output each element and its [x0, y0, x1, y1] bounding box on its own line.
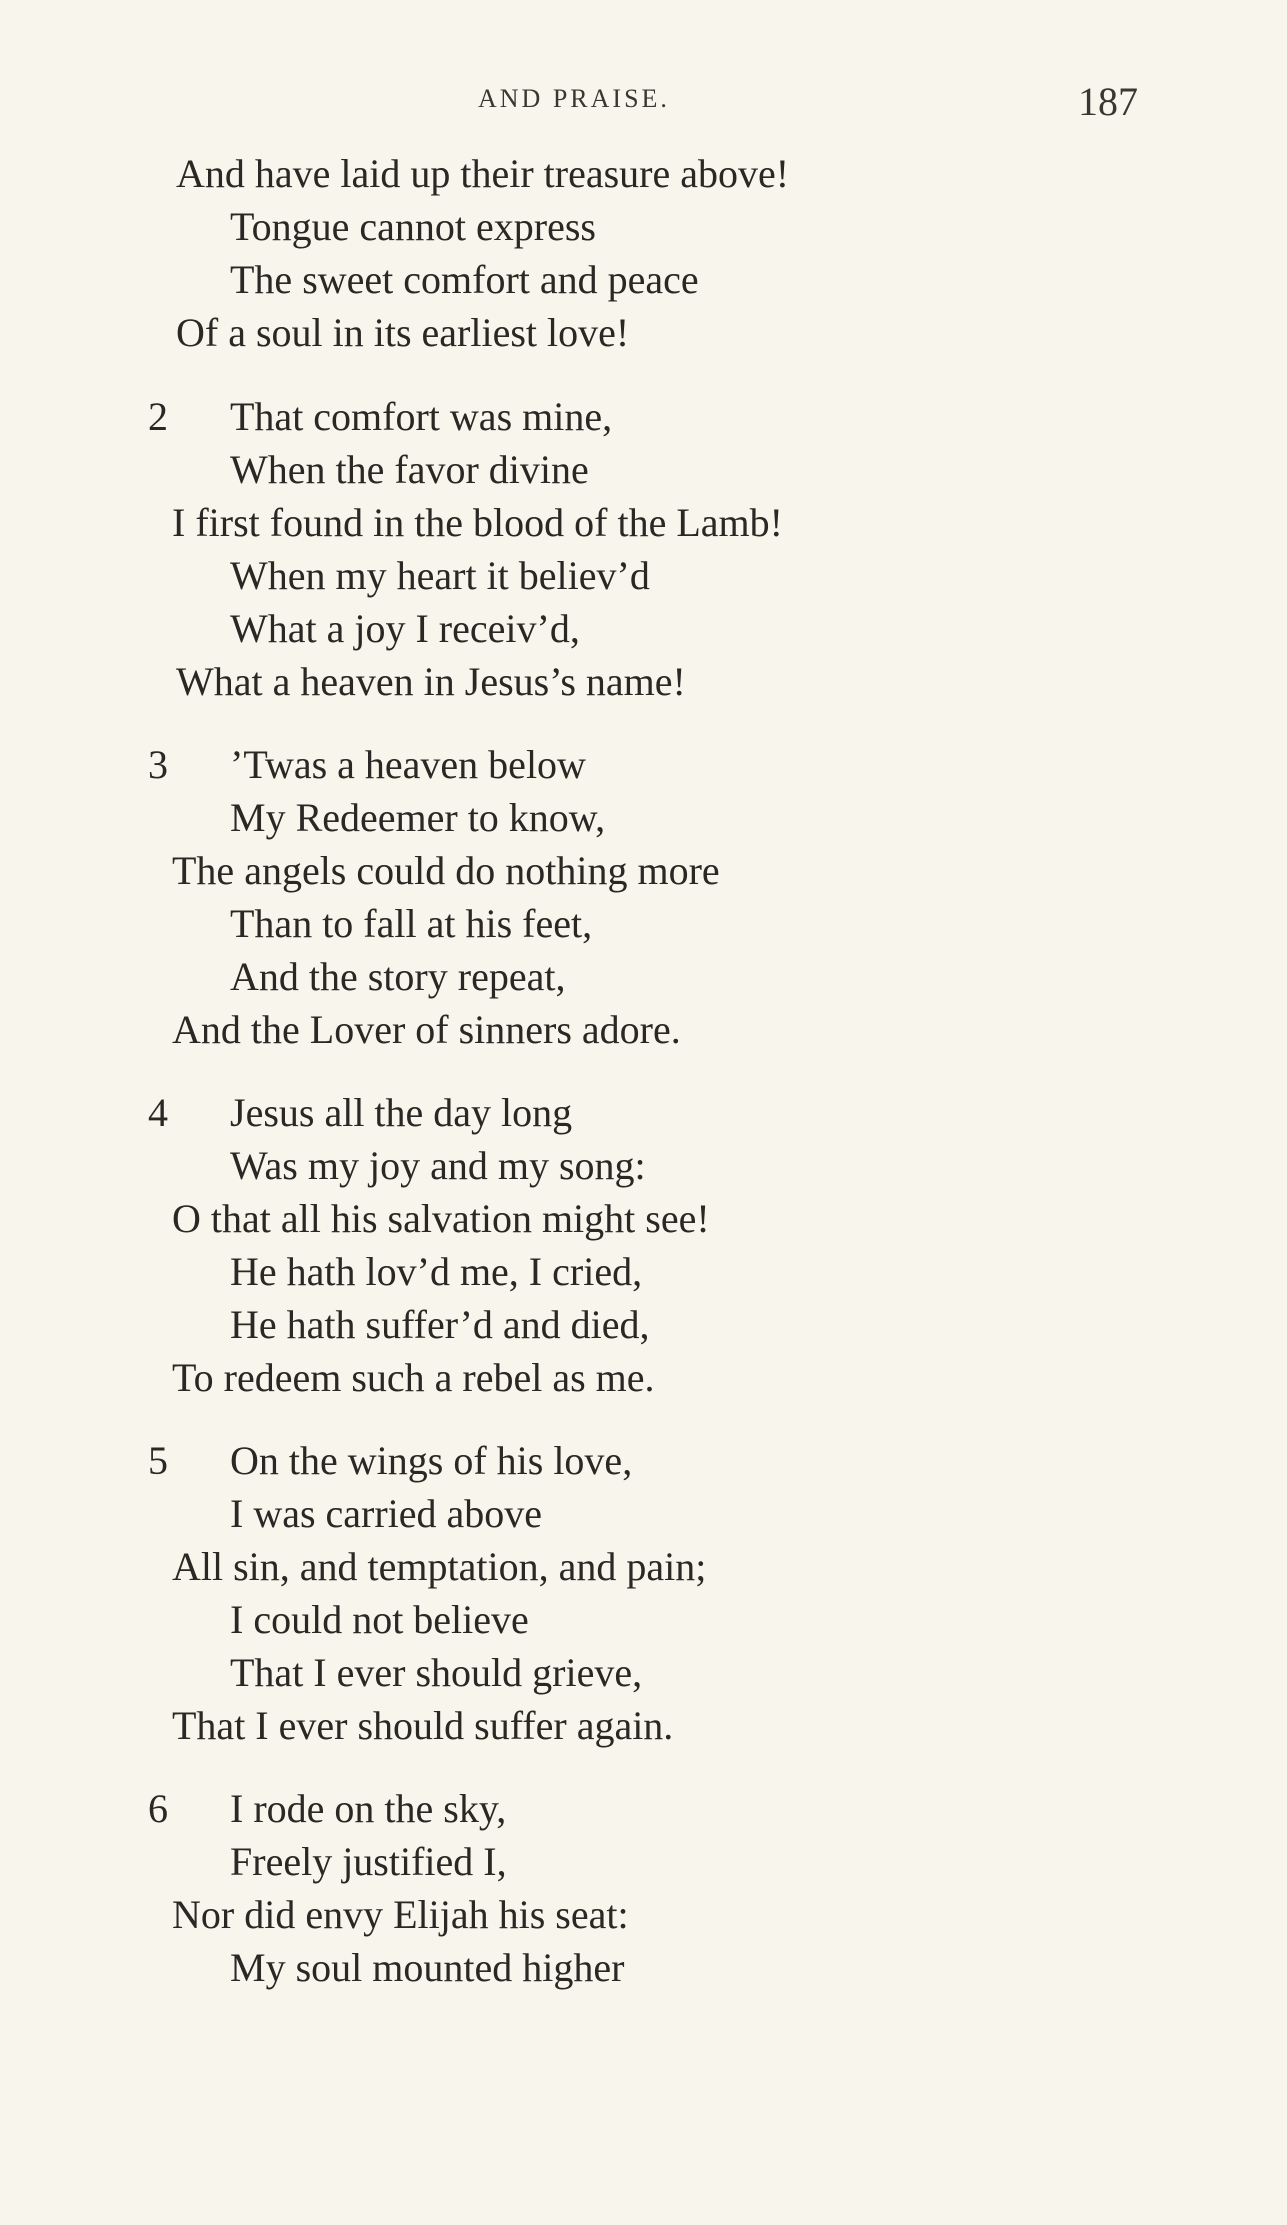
verse-line: Freely justified I,	[230, 1839, 507, 1884]
verse-line: When the favor divine	[230, 447, 589, 492]
verse-line: ’Twas a heaven below	[230, 742, 586, 787]
verse-line: That I ever should grieve,	[230, 1650, 643, 1695]
verse-line: He hath lov’d me, I cried,	[230, 1249, 643, 1294]
verse-line: I was carried above	[230, 1491, 543, 1536]
verse-line: My Redeemer to know,	[230, 795, 606, 840]
stanza-number: 2	[148, 394, 168, 439]
verse-line: That comfort was mine,	[230, 394, 613, 439]
verse-line: Tongue cannot express	[230, 204, 596, 249]
verse-line: My soul mounted higher	[230, 1945, 625, 1990]
verse-line: Was my joy and my song:	[230, 1143, 646, 1188]
verse-line: Jesus all the day long	[230, 1090, 573, 1135]
verse-line: To redeem such a rebel as me.	[172, 1355, 655, 1400]
page-number: 187	[1078, 79, 1138, 124]
verse-line: When my heart it believ’d	[230, 553, 650, 598]
verse-line: That I ever should suffer again.	[172, 1703, 674, 1748]
verse-line: O that all his salvation might see!	[172, 1196, 710, 1241]
stanza-number: 5	[148, 1438, 168, 1483]
verse-line: What a joy I receiv’d,	[230, 606, 580, 651]
verse-line: The sweet comfort and peace	[230, 257, 699, 302]
verse-line: Of a soul in its earliest love!	[176, 310, 630, 355]
verse-line: And the Lover of sinners adore.	[172, 1007, 681, 1052]
verse-line: The angels could do nothing more	[172, 848, 720, 893]
running-head: AND PRAISE.	[478, 84, 670, 113]
stanza-number: 4	[148, 1090, 168, 1135]
verse-line: I could not believe	[230, 1597, 529, 1642]
verse-line: All sin, and temptation, and pain;	[172, 1544, 707, 1589]
verse-line: I first found in the blood of the Lamb!	[172, 500, 783, 545]
verse-line: I rode on the sky,	[230, 1786, 507, 1831]
page-header	[0, 78, 1287, 128]
stanza-number: 3	[148, 742, 168, 787]
verse-line: And the story repeat,	[230, 954, 566, 999]
verse-line: He hath suffer’d and died,	[230, 1302, 650, 1347]
verse-line: Than to fall at his feet,	[230, 901, 593, 946]
verse-line: On the wings of his love,	[230, 1438, 633, 1483]
stanza-number: 6	[148, 1786, 168, 1831]
verse-line: Nor did envy Elijah his seat:	[172, 1892, 629, 1937]
verse-line: And have laid up their treasure above!	[176, 151, 790, 196]
verse-line: What a heaven in Jesus’s name!	[176, 659, 686, 704]
